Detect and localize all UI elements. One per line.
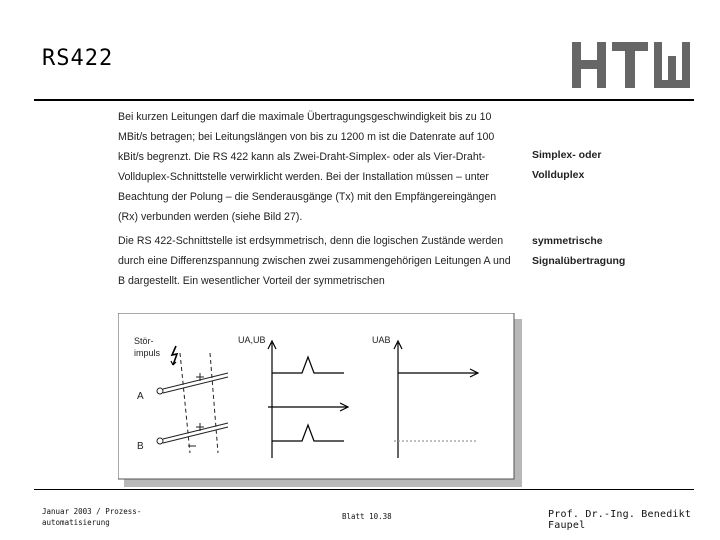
footer-date-line1: Januar 2003 / Prozess- [42, 507, 142, 516]
figure-frame [118, 313, 514, 479]
header-divider [34, 99, 694, 101]
axis-right-label: UAB [372, 335, 391, 345]
margin-note-symmetric [532, 231, 625, 271]
label-b: B [137, 441, 144, 452]
footer-divider [34, 489, 694, 490]
paragraph-1: Bei kurzen Leitungen darf die maximale Übertragungsgeschwindigkeit bis zu 10 MBit/s betragen; bei Leitungslängen von bis zu 1200 m ist die Datenrate auf 100 kBit/s begrenzt. Die RS 422 kann als Zwei-Draht-Simplex- oder als Vier-Draht-Vollduplex-Schnittstelle verwirklicht werden. Bei der Installation müssen – unter Beachtung der Polung – die Senderausgänge (Tx) mit den Empfängereingängen (Rx) verbunden werden (siehe Bild 27). [118, 111, 497, 223]
differential-signal-figure [118, 313, 522, 487]
slide-title: RS422 [42, 46, 114, 71]
margin-note-symmetric-line2: Signalübertragung [532, 255, 626, 267]
footer-date [42, 506, 152, 528]
margin-note-symmetric-line1: symmetrische [532, 235, 603, 247]
label-a: A [137, 391, 144, 402]
paragraph-2: Die RS 422-Schnittstelle ist erdsymmetrisch, denn die logischen Zustände werden durch eine Differenzspannung zwischen zwei zusammengehörigen Leitungen A und B dargestellt. Ein wesentlicher Vorteil der symmetrischen [118, 235, 511, 287]
margin-note-simplex [532, 145, 601, 185]
htw-logo [570, 40, 692, 90]
margin-note-simplex-line2: Vollduplex [532, 169, 585, 181]
margin-note-simplex-line1: Simplex- oder [532, 149, 602, 161]
label-stoer: Stör- [134, 336, 154, 346]
footer-date-line2: automatisierung [42, 518, 110, 527]
footer-page-number: Blatt 10.38 [342, 512, 392, 521]
footer-author: Prof. Dr.-Ing. Benedikt Faupel [548, 509, 692, 531]
label-impuls: impuls [134, 348, 161, 358]
axis-left-label: UA,UB [238, 335, 266, 345]
